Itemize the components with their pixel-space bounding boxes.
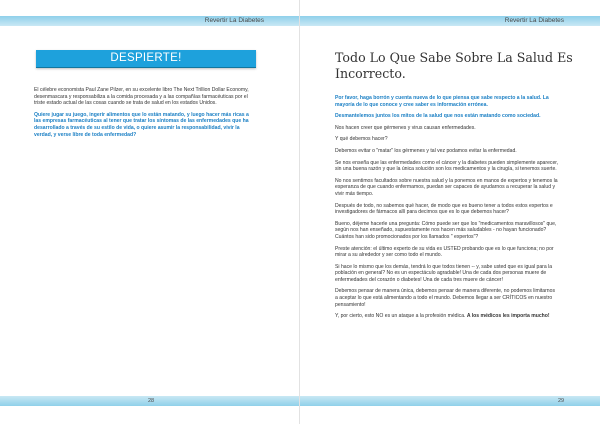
closing-bold-text: A los médicos les importa mucho!: [466, 313, 550, 320]
closing-text: Y, por cierto, esto NO es un ataque a la profesión médica.: [335, 313, 467, 320]
section-banner: [36, 50, 256, 68]
page-number: 28: [148, 398, 155, 404]
left-body: [34, 87, 256, 143]
paragraph: Preste atención: el último experto de su vida es USTED probando que es lo que funciona; no por mirar a su alrededor y ser como todo el mundo.: [335, 245, 554, 259]
page-title: Todo Lo Que Sabe Sobre La Salud Es Incorrecto.: [335, 50, 573, 81]
running-title: Revertir La Diabetes: [504, 17, 564, 24]
paragraph: Después de todo, no sabemos qué hacer, de modo que es bueno tener a todos estos expertos e investigadores de fármacos allí para decirnos que es lo que debemos hacer?: [335, 202, 553, 216]
closing-paragraph: [335, 313, 559, 320]
paragraph: Debemos evitar o "matar" los gérmenes y tal vez podamos evitar la enfermedad.: [335, 147, 517, 154]
banner-title: DESPIERTE!: [110, 52, 182, 64]
intro-paragraph: Por favor, haga borrón y cuenta nueva de lo que piensa que sabe respecto a la salud. La mayoría de lo que conoce y cree saber es información errónea.: [335, 95, 549, 108]
paragraph: Si hace lo mismo que los demás, tendrá lo que todos tienen -- y, sabe usted que es igual para la población en general? No es un espectáculo agradable! Una de cada dos personas muere de enfermedades del corazón o diabetes! Una de cada tres muere de cáncer!: [335, 263, 553, 283]
paragraph: No nos sentimos facultados sobre nuestra salud y la ponemos en manos de expertos y tenemos la esperanza de que cuando enfermamos, puedan ser capaces de ayudarnos a recuperar la salud y vivir más tiempo.: [335, 177, 558, 197]
right-body: [335, 95, 559, 325]
footer-bar: [300, 396, 600, 406]
paragraph: El célebre economista Paul Zane Pilzer, en su excelente libro The Next Trillion Dollar Economy, desenmascara y responsabiliza a la comida procesada y a las compañías farmacéuticas por el triste estado actual de las cosas cuando se trata de salud en los estados Unidos.: [34, 87, 249, 107]
highlight-paragraph: Quiere jugar su juego, ingerir alimentos que lo están matando, y luego hacer más ricas a las empresas farmacéuticas al tener que tratar los síntomas de las enfermedades que ha desarrollado a través de su estilo de vida, o quiere asumir la responsabilidad, vivir la verdad, y verse libre de toda enfermedad?: [34, 111, 249, 138]
running-title: Revertir La Diabetes: [204, 17, 264, 24]
paragraph: Nos hacen creer que gérmenes y virus causan enfermedades.: [335, 124, 476, 131]
paragraph: Debemos pensar de manera única, debemos pensar de manera diferente, no podemos limitarnos a aceptar lo que está alimentando a todo el mundo. Debemos llegar a ser CRÍTICOS en nuestro pensamiento!: [335, 288, 556, 308]
page-number: 29: [558, 398, 565, 404]
intro-paragraph-2: Desmantelemos juntos los mitos de la salud que nos están matando como sociedad.: [335, 113, 541, 120]
paragraph: Se nos enseña que las enfermedades como el cáncer y la diabetes pueden simplemente aparecer, sin una buena razón y que la única solución son los medicamentos y la cirugía, si tenemos suerte.: [335, 159, 559, 173]
paragraph: Y qué debemos hacer?: [335, 136, 388, 143]
paragraph: Bueno, déjeme hacerle una pregunta: Cómo puede ser que los "medicamentos maravillosos" que, según nos han enseñado, supuestamente nos hacen más saludables - no hayan funcionado? Cuántos han sido promocionados por los llamados " expertos"?: [335, 220, 557, 240]
right-page: [300, 0, 600, 424]
